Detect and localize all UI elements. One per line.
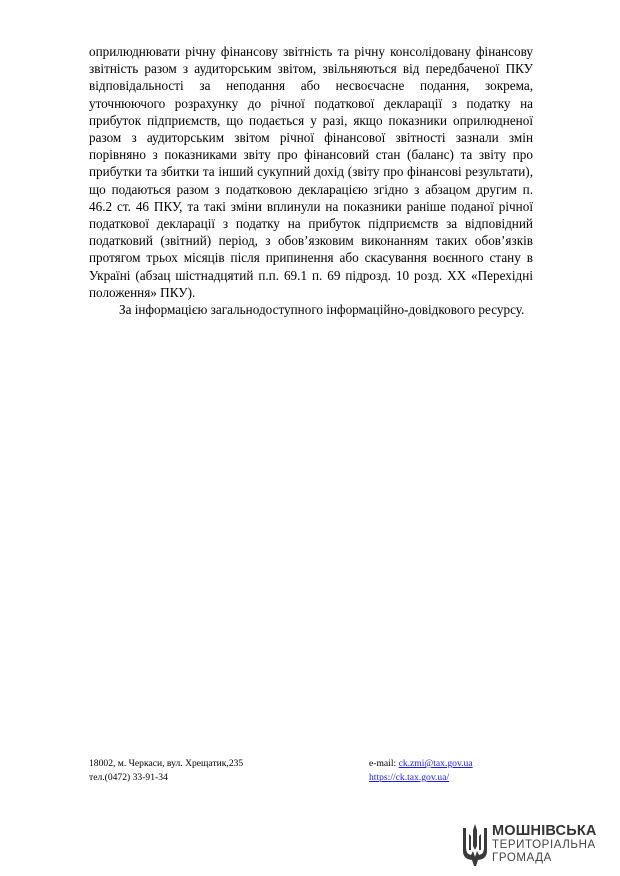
footer-contacts-left [89, 757, 243, 784]
document-body [89, 43, 533, 318]
community-logo [462, 824, 612, 870]
logo-line-1: МОШНІВСЬКА [492, 823, 597, 839]
footer-website-line [369, 771, 473, 785]
body-paragraph-continuation: оприлюднювати річну фінансову звітність та річну консолідовану фінансову звітність разом з аудиторським звітом, звільняються від передбаченої ПКУ відповідальності за неподання або несвоєчасне подання, зокрема, уточнюючого розрахунку до річної податкової декларації з податку на прибуток підприємств, що подається у разі, якщо показники оприлюдненої разом з аудиторським звітом річної фінансової звітності зазнали змін порівняно з показниками звіту про фінансовий стан (баланс) та звіту про прибутки та збитки та інший сукупний дохід (звіту про фінансові результати), що подаються разом з податковою декларацією згідно з абзацом другим п. 46.2 ст. 46 ПКУ, та такі зміни вплинули на показники раніше поданої річної податкової декларації з податку на прибуток підприємств за відповідний податковий (звітний) період, з обов’язковим виконанням таких обов’язків протягом трьох місяців після припинення або скасування воєнного стану в Україні (абзац шістнадцятий п.п. 69.1 п. 69 підрозд. 10 розд. XX «Перехідні положення» ПКУ). [89, 44, 533, 300]
logo-line-2: ТЕРИТОРІАЛЬНА [492, 839, 596, 851]
footer-email-link[interactable]: ck.zmi@tax.gov.ua [398, 758, 473, 769]
logo-line-3: ГРОМАДА [492, 852, 552, 864]
trident-icon [462, 824, 488, 866]
footer-email-label: e-mail: [369, 758, 399, 769]
community-logo-text [492, 824, 597, 865]
footer-address: 18002, м. Черкаси, вул. Хрещатик,235 [89, 758, 244, 769]
footer-phone: тел.(0472) 33-91-34 [89, 771, 168, 783]
footer-contacts-right [369, 757, 473, 784]
footer-email-line [369, 757, 473, 771]
body-paragraph-source: За інформацією загальнодоступного інформаційно-довідкового ресурсу. [119, 302, 525, 318]
footer-website-link[interactable]: https://ck.tax.gov.ua/ [369, 771, 450, 783]
